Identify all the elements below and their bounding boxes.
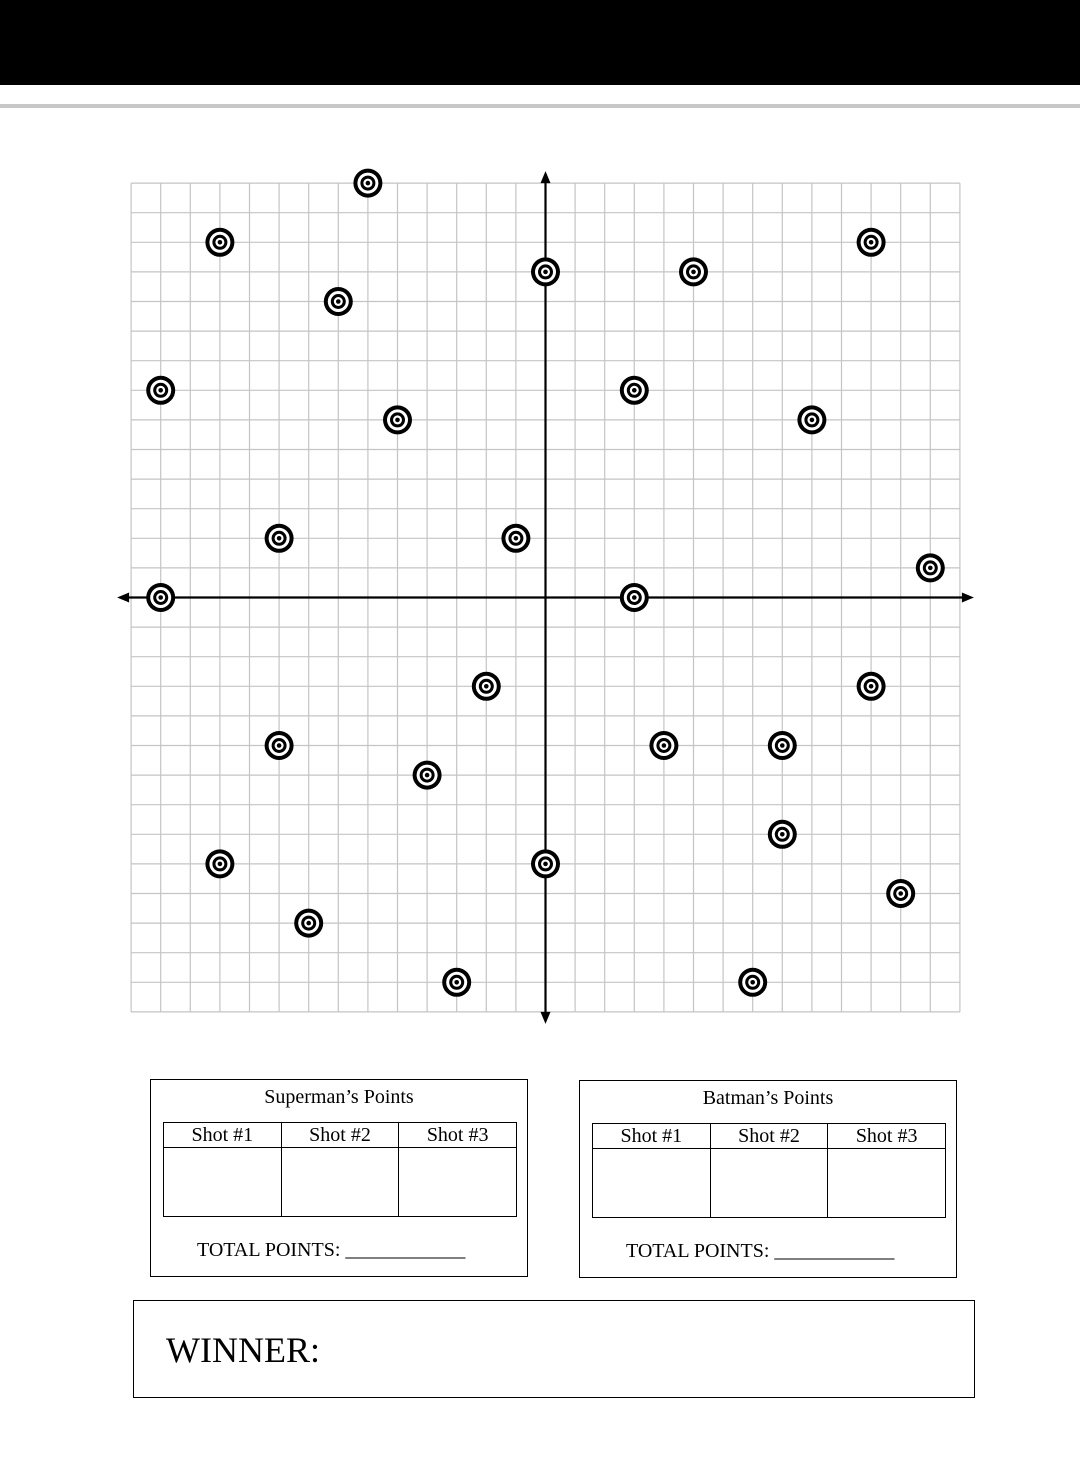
y-axis-arrow-up-icon xyxy=(541,171,551,183)
batman-title: Batman’s Points xyxy=(702,1087,834,1109)
batman-shot-3-header: Shot #3 xyxy=(828,1124,946,1149)
target-icon[interactable] xyxy=(294,909,323,938)
batman-score-box xyxy=(579,1080,957,1278)
winner-label: WINNER: xyxy=(166,1330,320,1370)
target-icon[interactable] xyxy=(265,524,294,553)
y-axis-arrow-down-icon xyxy=(541,1012,551,1024)
superman-shot-3-cell[interactable] xyxy=(399,1148,517,1217)
target-icon[interactable] xyxy=(353,169,382,198)
target-bullseye xyxy=(218,240,223,245)
x-axis-arrow-right-icon xyxy=(962,593,974,603)
target-icon[interactable] xyxy=(679,257,708,286)
target-icon[interactable] xyxy=(146,376,175,405)
target-icon[interactable] xyxy=(768,820,797,849)
target-icon[interactable] xyxy=(205,228,234,257)
superman-score-box xyxy=(150,1079,528,1277)
target-bullseye xyxy=(662,743,667,748)
target-bullseye xyxy=(691,270,696,275)
superman-shot-2-header: Shot #2 xyxy=(281,1123,399,1148)
batman-shot-table xyxy=(592,1123,946,1218)
target-icon[interactable] xyxy=(886,879,915,908)
target-icon[interactable] xyxy=(265,731,294,760)
x-axis-arrow-left-icon xyxy=(117,593,129,603)
target-bullseye xyxy=(306,921,311,926)
target-icon[interactable] xyxy=(531,849,560,878)
target-icon[interactable] xyxy=(857,228,886,257)
target-bullseye xyxy=(277,743,282,748)
batman-total-points[interactable]: TOTAL POINTS: ____________ xyxy=(626,1240,895,1262)
target-icon[interactable] xyxy=(531,257,560,286)
target-bullseye xyxy=(750,980,755,985)
target-bullseye xyxy=(158,388,163,393)
target-icon[interactable] xyxy=(857,672,886,701)
superman-title: Superman’s Points xyxy=(264,1086,414,1108)
target-bullseye xyxy=(810,418,815,423)
superman-shot-2-cell[interactable] xyxy=(281,1148,399,1217)
target-icon[interactable] xyxy=(649,731,678,760)
target-icon[interactable] xyxy=(620,583,649,612)
target-bullseye xyxy=(632,388,637,393)
batman-shot-2-header: Shot #2 xyxy=(710,1124,828,1149)
target-bullseye xyxy=(780,832,785,837)
target-bullseye xyxy=(898,891,903,896)
batman-shot-1-cell[interactable] xyxy=(593,1149,711,1218)
target-bullseye xyxy=(336,299,341,304)
target-icon[interactable] xyxy=(501,524,530,553)
target-icon[interactable] xyxy=(797,405,826,434)
target-icon[interactable] xyxy=(324,287,353,316)
target-bullseye xyxy=(869,684,874,689)
target-bullseye xyxy=(395,418,400,423)
target-bullseye xyxy=(928,566,933,571)
target-bullseye xyxy=(780,743,785,748)
target-icon[interactable] xyxy=(472,672,501,701)
winner-box[interactable] xyxy=(133,1300,975,1398)
target-bullseye xyxy=(632,595,637,600)
target-icon[interactable] xyxy=(916,553,945,582)
target-bullseye xyxy=(543,270,548,275)
target-icon[interactable] xyxy=(383,405,412,434)
target-icon[interactable] xyxy=(768,731,797,760)
batman-shot-2-cell[interactable] xyxy=(710,1149,828,1218)
target-bullseye xyxy=(543,862,548,867)
target-bullseye xyxy=(454,980,459,985)
superman-shot-1-header: Shot #1 xyxy=(164,1123,282,1148)
target-bullseye xyxy=(484,684,489,689)
target-icon[interactable] xyxy=(620,376,649,405)
target-bullseye xyxy=(277,536,282,541)
target-bullseye xyxy=(869,240,874,245)
target-icon[interactable] xyxy=(205,849,234,878)
superman-shot-1-cell[interactable] xyxy=(164,1148,282,1217)
axes xyxy=(117,171,974,1024)
target-icon[interactable] xyxy=(146,583,175,612)
target-bullseye xyxy=(158,595,163,600)
batman-shot-3-cell[interactable] xyxy=(828,1149,946,1218)
target-bullseye xyxy=(514,536,519,541)
target-bullseye xyxy=(366,181,371,186)
target-icon[interactable] xyxy=(442,968,471,997)
superman-total-points[interactable]: TOTAL POINTS: ____________ xyxy=(197,1239,466,1261)
superman-shot-table xyxy=(163,1122,517,1217)
target-icon[interactable] xyxy=(413,761,442,790)
superman-shot-3-header: Shot #3 xyxy=(399,1123,517,1148)
target-icon[interactable] xyxy=(738,968,767,997)
target-bullseye xyxy=(218,862,223,867)
batman-shot-1-header: Shot #1 xyxy=(593,1124,711,1149)
target-bullseye xyxy=(425,773,430,778)
